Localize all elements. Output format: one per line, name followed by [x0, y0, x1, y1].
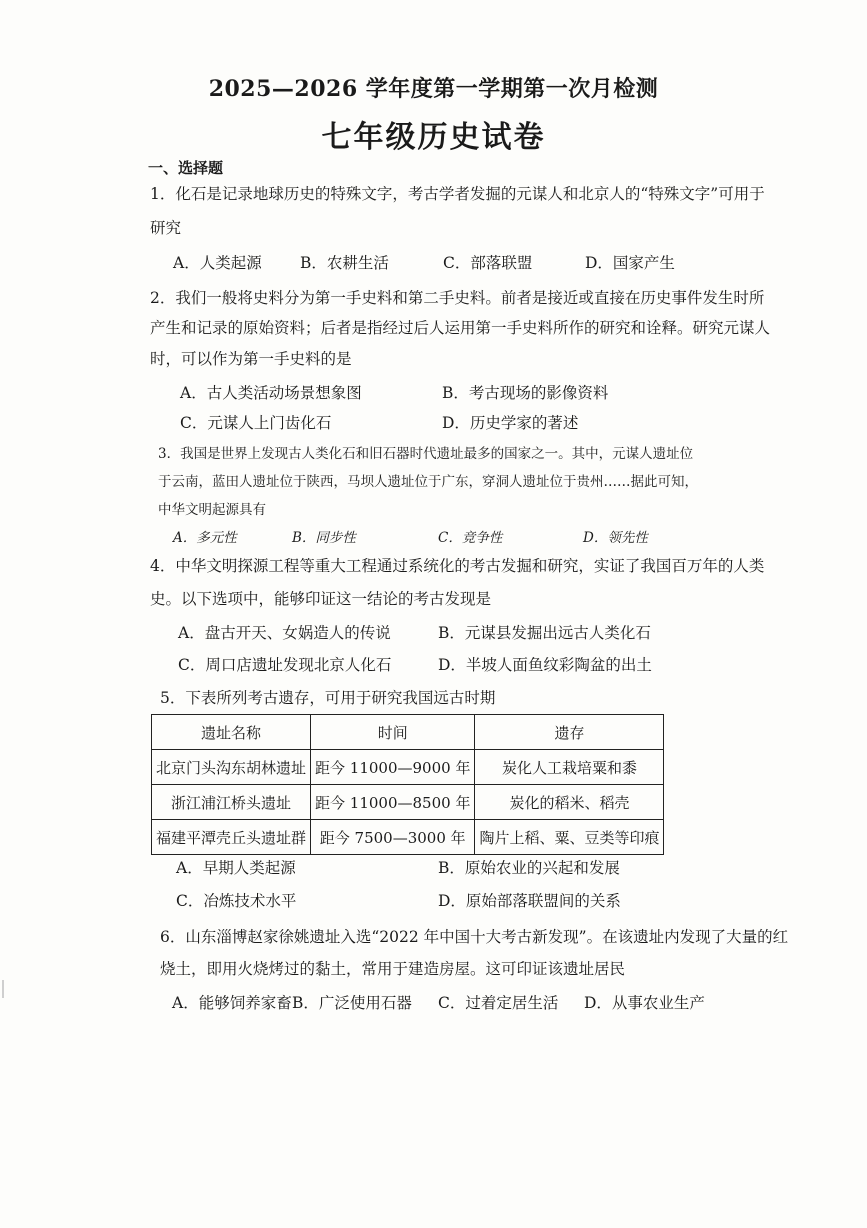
question-3-option-c: C．竞争性 — [438, 530, 503, 546]
question-4-option-b: B．元谋县发掘出远古人类化石 — [438, 624, 651, 642]
table-header-cell: 时间 — [311, 715, 475, 750]
table-row — [152, 820, 664, 855]
question-5-line-1: 5．下表所列考古遗存，可用于研究我国远古时期 — [160, 689, 496, 707]
question-6-option-a: A．能够饲养家畜 — [172, 994, 292, 1012]
question-6-line-1: 6．山东淄博赵家徐姚遗址入选“2022 年中国十大考古新发现”。在该遗址内发现了大量的红 — [160, 928, 789, 946]
question-6-option-c: C．过着定居生活 — [438, 994, 559, 1012]
question-3-option-b: B．同步性 — [292, 530, 356, 546]
question-4-line-2: 史。以下选项中，能够印证这一结论的考古发现是 — [150, 590, 492, 608]
table-cell: 距今 11000—8500 年 — [311, 785, 475, 820]
question-2-option-c: C．元谋人上门齿化石 — [180, 414, 332, 432]
question-5-option-b: B．原始农业的兴起和发展 — [438, 859, 620, 877]
table-cell: 距今 11000—9000 年 — [311, 750, 475, 785]
question-5-option-a: A．早期人类起源 — [176, 859, 296, 877]
table-cell: 北京门头沟东胡林遗址 — [152, 750, 311, 785]
question-2-option-b: B．考古现场的影像资料 — [442, 384, 609, 402]
question-5-option-c: C．冶炼技术水平 — [176, 892, 297, 910]
table-row — [152, 750, 664, 785]
question-1-option-a: A．人类起源 — [173, 254, 262, 272]
question-4-option-a: A．盘古开天、女娲造人的传说 — [178, 624, 391, 642]
question-1-option-c: C．部落联盟 — [443, 254, 533, 272]
question-2-line-1: 2．我们一般将史料分为第一手史料和第二手史料。前者是接近或直接在历史事件发生时所 — [150, 289, 765, 307]
question-6-option-b: B．广泛使用石器 — [292, 994, 412, 1012]
question-3-line-3: 中华文明起源具有 — [158, 502, 266, 518]
table-cell: 浙江浦江桥头遗址 — [152, 785, 311, 820]
question-5-option-d: D．原始部落联盟间的关系 — [438, 892, 621, 910]
table-row — [152, 785, 664, 820]
question-3-option-a: A．多元性 — [173, 530, 237, 546]
scan-artifact — [2, 980, 4, 998]
question-2-line-3: 时，可以作为第一手史料的是 — [150, 350, 352, 368]
question-3-option-d: D．领先性 — [583, 530, 648, 546]
relic-table — [151, 714, 664, 855]
question-3-line-2: 于云南，蓝田人遗址位于陕西，马坝人遗址位于广东，穿洞人遗址位于贵州……据此可知， — [158, 474, 698, 490]
question-2-option-d: D．历史学家的著述 — [442, 414, 579, 432]
question-1-option-b: B．农耕生活 — [300, 254, 389, 272]
table-cell: 炭化的稻米、稻壳 — [475, 785, 664, 820]
question-1-line-1: 1．化石是记录地球历史的特殊文字，考古学者发掘的元谋人和北京人的“特殊文字”可用于 — [150, 185, 765, 203]
question-1-line-2: 研究 — [150, 219, 182, 237]
question-2-line-2: 产生和记录的原始资料；后者是指经过后人运用第一手史料所作的研究和诠释。研究元谋人 — [150, 319, 771, 337]
question-2-option-a: A．古人类活动场景想象图 — [180, 384, 362, 402]
table-header-cell: 遗址名称 — [152, 715, 311, 750]
question-4-option-c: C．周口店遗址发现北京人化石 — [178, 656, 392, 674]
question-3-line-1: 3．我国是世界上发现古人类化石和旧石器时代遗址最多的国家之一。其中，元谋人遗址位 — [158, 446, 694, 462]
table-header-row — [152, 715, 664, 750]
question-6-option-d: D．从事农业生产 — [584, 994, 705, 1012]
table-header-cell: 遗存 — [475, 715, 664, 750]
question-6-line-2: 烧土，即用火烧烤过的黏土，常用于建造房屋。这可印证该遗址居民 — [160, 960, 626, 978]
table-cell: 陶片上稻、粟、豆类等印痕 — [475, 820, 664, 855]
question-4-line-1: 4．中华文明探源工程等重大工程通过系统化的考古发掘和研究，实证了我国百万年的人类 — [150, 557, 765, 575]
table-cell: 距今 7500—3000 年 — [311, 820, 475, 855]
question-4-option-d: D．半坡人面鱼纹彩陶盆的出土 — [438, 656, 652, 674]
table-cell: 福建平潭壳丘头遗址群 — [152, 820, 311, 855]
exam-title: 2025—2026 学年度第一学期第一次月检测 — [208, 76, 659, 102]
exam-subtitle: 七年级历史试卷 — [321, 120, 546, 155]
table-cell: 炭化人工栽培粟和黍 — [475, 750, 664, 785]
section-heading: 一、选择题 — [148, 159, 224, 177]
question-1-option-d: D．国家产生 — [585, 254, 675, 272]
